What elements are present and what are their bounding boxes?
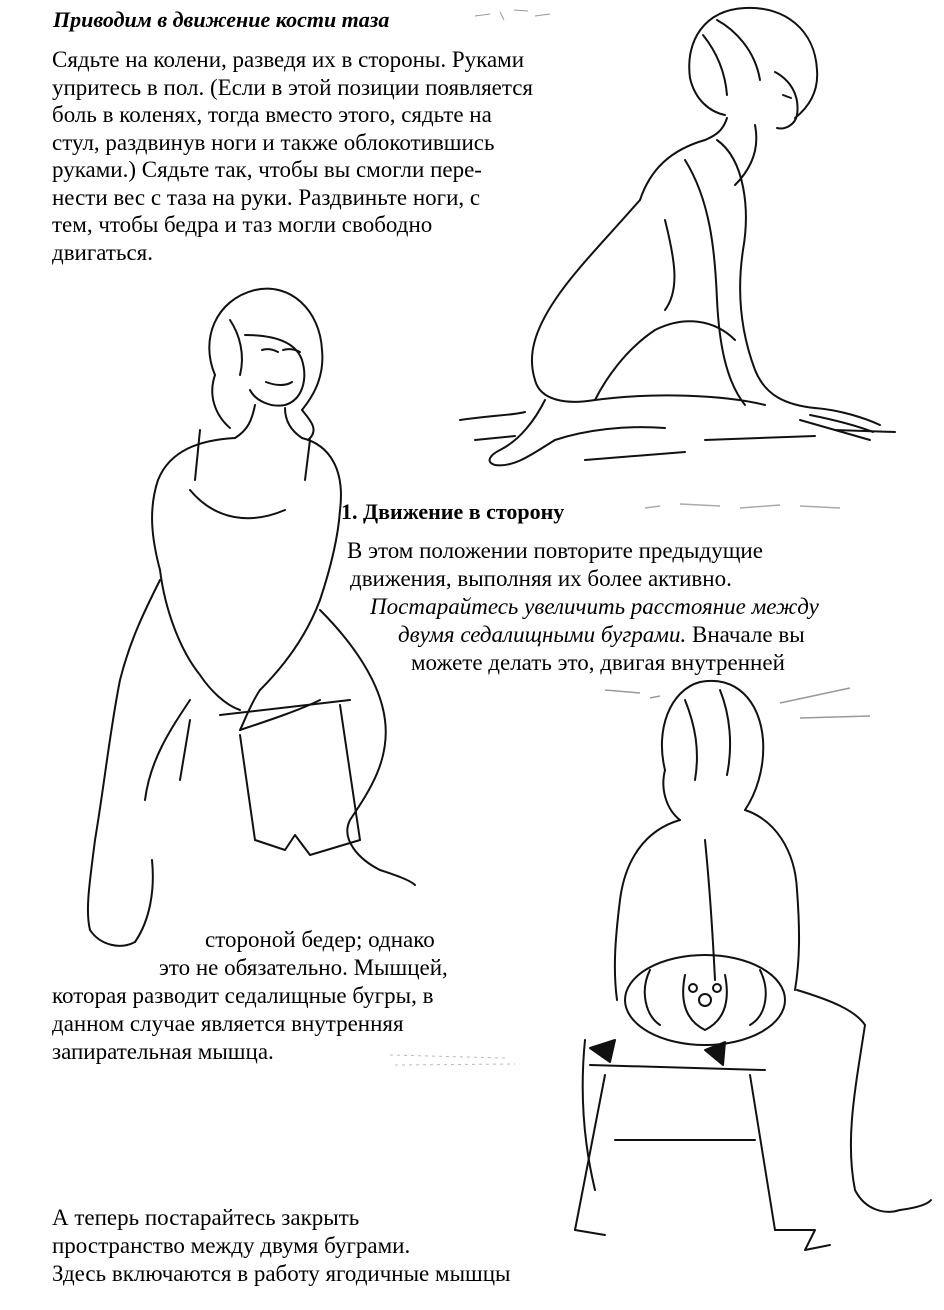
page-title: Приводим в движение кости таза <box>53 7 390 32</box>
intro-line: нести вес с таза на руки. Раздвиньте ноги, с <box>52 184 481 210</box>
section-line-emphasis: Постарайтесь увеличить расстояние между <box>370 594 819 619</box>
section-line: В этом положении повторите предыдущие <box>347 538 763 563</box>
scan-noise-lower <box>385 1040 525 1070</box>
final-line: Здесь включаются в работу ягодичные мышцы <box>52 1261 511 1286</box>
final-line: А теперь постарайтесь закрыть <box>52 1205 360 1230</box>
intro-line: боль в коленях, тогда вместо этого, сядьте на <box>52 102 492 127</box>
section-line: можете делать это, двигая внутренней <box>411 650 785 675</box>
seated-woman-front-illustration <box>40 280 420 960</box>
intro-line: Сядьте на колени, разведя их в стороны. Руками <box>52 47 525 72</box>
section-line-rest: Вначале вы <box>686 622 805 647</box>
section-line: движения, выполняя их более активно. <box>350 566 732 591</box>
kneeling-woman-illustration <box>455 0 905 490</box>
final-line: пространство между двумя буграми. <box>52 1233 411 1258</box>
scan-noise-mid <box>600 678 890 728</box>
intro-line: двигаться. <box>52 239 153 265</box>
scan-noise-top <box>470 2 560 28</box>
continuation-line: стороной бедер; однако <box>205 927 435 952</box>
continuation-line: это не обязательно. Мышцей, <box>159 955 448 980</box>
scan-noise-heading <box>640 496 860 518</box>
intro-line: упритесь в пол. (Если в этой позиции появляется <box>52 74 534 100</box>
continuation-line: которая разводит седалищные бугры, в <box>52 983 434 1008</box>
intro-line: стул, раздвинув ноги и также облокотившись <box>52 129 495 155</box>
intro-line: тем, чтобы бедра и таз могли свободно <box>52 212 433 237</box>
section-emphasis: двумя седалищными буграми. <box>398 622 687 647</box>
continuation-line: запирательная мышца. <box>52 1039 274 1064</box>
seated-woman-back-pelvis-illustration <box>555 670 935 1280</box>
final-paragraph <box>52 1204 511 1288</box>
intro-line: руками.) Сядьте так, чтобы вы смогли пере- <box>52 157 482 182</box>
continuation-line: данном случае является внутренняя <box>52 1011 404 1036</box>
section-heading: 1. Движение в сторону <box>341 499 565 524</box>
